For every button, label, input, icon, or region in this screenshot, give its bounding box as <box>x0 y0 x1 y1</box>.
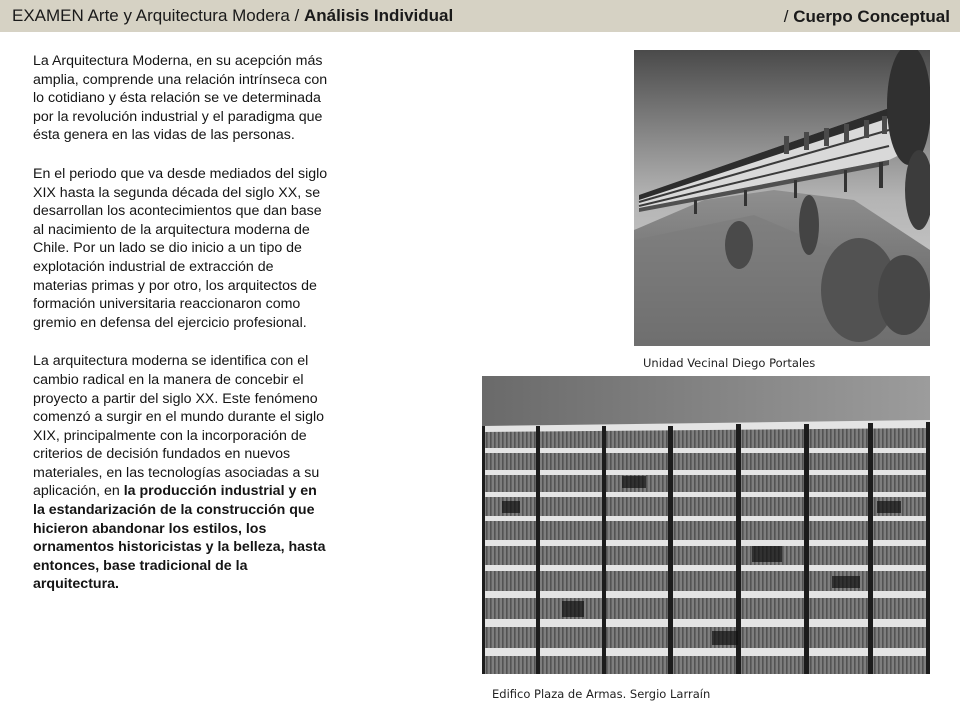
paragraph-3-bold: la producción industrial y en la estandarización de la construcción que hicieron abandonar los estilos, los ornamentos historicistas y la belleza, hasta entonces, base tradicional de la arquitectura. <box>33 483 326 593</box>
paragraph-3-regular: La arquitectura moderna se identifica con el cambio radical en la manera de concebir el proyecto a partir del siglo XX. Este fenómeno comenzó a surgir en el mundo durante el siglo XIX, principalmente con la incorporación de criterios de decisión fundados en nuevos materiales, en las tecnologías asociadas a su aplicación, en <box>33 353 325 500</box>
body-text-column <box>33 52 329 614</box>
header-bar <box>0 0 960 32</box>
section-label <box>784 7 950 27</box>
section-label-emphasis: Cuerpo Conceptual <box>793 7 950 26</box>
section-label-prefix: / <box>783 7 794 26</box>
slide-title-prefix: EXAMEN Arte y Arquitectura Modera / <box>12 6 304 25</box>
paragraph-3 <box>33 352 329 594</box>
caption-edificio-plaza-armas: Edifico Plaza de Armas. Sergio Larraín <box>492 687 711 701</box>
photo-edificio-plaza-armas <box>482 376 930 674</box>
photo-unidad-vecinal <box>634 50 930 346</box>
paragraph-1: La Arquitectura Moderna, en su acepción más amplia, comprende una relación intrínseca con lo cotidiano y ésta relación se ve determinada por la revolución industrial y el paradigma que ésta genera en las vidas de las personas. <box>33 53 328 144</box>
slide-title-emphasis: Análisis Individual <box>303 6 454 25</box>
slide-title <box>12 6 453 26</box>
paragraph-2: En el periodo que va desde mediados del siglo XIX hasta la segunda década del siglo XX, se desarrollan los acontecimientos que dan base al nacimiento de la arquitectura moderna de Chile. Por un lado se dio inicio a un tipo de explotación industrial de extracción de materias primas y por otro, los arquitectos de formación universitaria reaccionaron como gremio en defensa del ejercicio profesional. <box>33 165 328 331</box>
caption-unidad-vecinal: Unidad Vecinal Diego Portales <box>643 356 816 370</box>
